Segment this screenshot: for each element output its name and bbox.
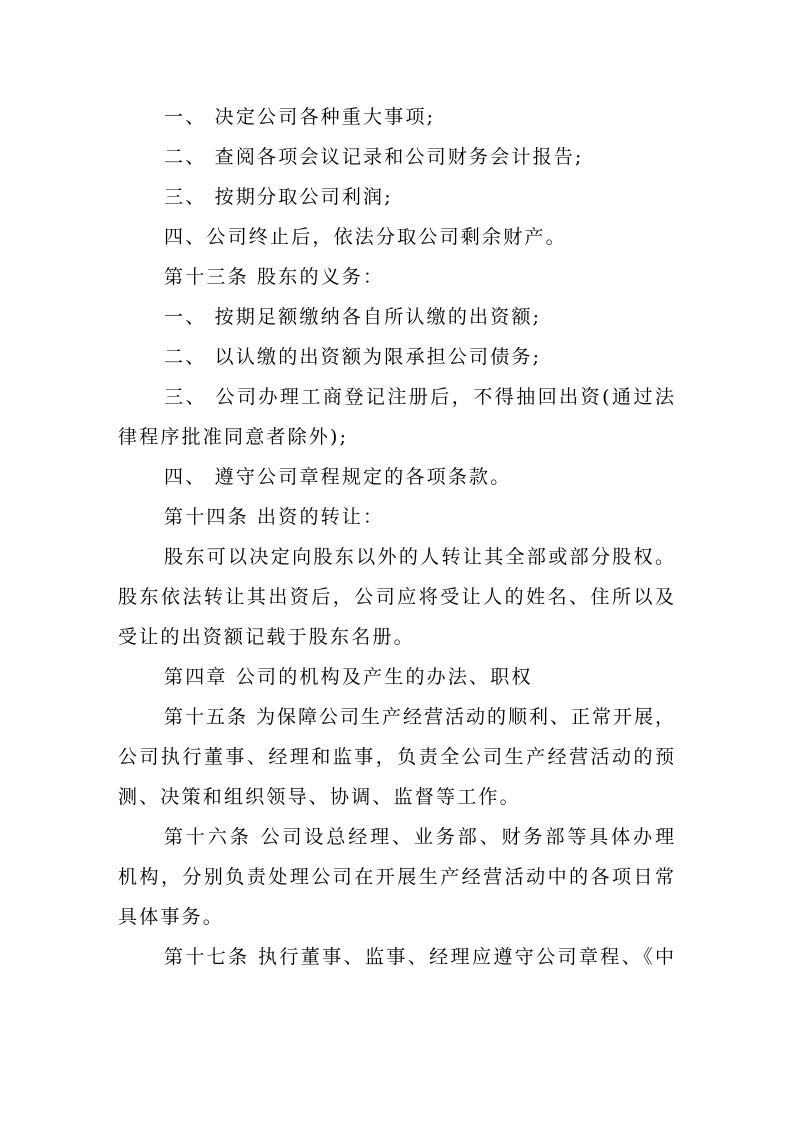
text-line: 受让的出资额记载于股东名册。 xyxy=(118,626,415,648)
document-body xyxy=(118,97,674,977)
text-line: 测、决策和组织领导、协调、监督等工作。 xyxy=(118,786,521,808)
text-line: 三、 按期分取公司利润; xyxy=(164,186,393,208)
text-line: 三、 公司办理工商登记注册后，不得抽回出资(通过法 xyxy=(164,386,674,408)
text-line: 第十五条 为保障公司生产经营活动的顺利、正常开展， xyxy=(164,706,674,728)
chapter-heading: 第四章 公司的机构及产生的办法、职权 xyxy=(164,666,533,688)
text-line: 一、 按期足额缴纳各自所认缴的出资额; xyxy=(164,306,542,328)
text-line: 二、 查阅各项会议记录和公司财务会计报告; xyxy=(164,146,584,168)
text-line: 第十七条 执行董事、监事、经理应遵守公司章程、《中 xyxy=(164,946,674,968)
text-line: 第十六条 公司设总经理、业务部、财务部等具体办理 xyxy=(164,826,674,848)
text-line: 机构，分别负责处理公司在开展生产经营活动中的各项日常 xyxy=(118,866,674,888)
article-heading: 第十三条 股东的义务： xyxy=(164,266,385,288)
text-line: 公司执行董事、经理和监事，负责全公司生产经营活动的预 xyxy=(118,746,674,768)
text-line: 一、 决定公司各种重大事项; xyxy=(164,106,436,128)
text-line: 股东依法转让其出资后，公司应将受让人的姓名、住所以及 xyxy=(118,586,674,608)
text-line: 四、公司终止后，依法分取公司剩余财产。 xyxy=(164,226,567,248)
text-line: 二、 以认缴的出资额为限承担公司债务; xyxy=(164,346,542,368)
article-heading: 第十四条 出资的转让： xyxy=(164,506,385,528)
text-line: 律程序批准同意者除外); xyxy=(118,426,349,448)
text-line: 股东可以决定向股东以外的人转让其全部或部分股权。 xyxy=(164,546,674,568)
text-line: 四、 遵守公司章程规定的各项条款。 xyxy=(164,466,512,488)
text-line: 具体事务。 xyxy=(118,906,225,928)
